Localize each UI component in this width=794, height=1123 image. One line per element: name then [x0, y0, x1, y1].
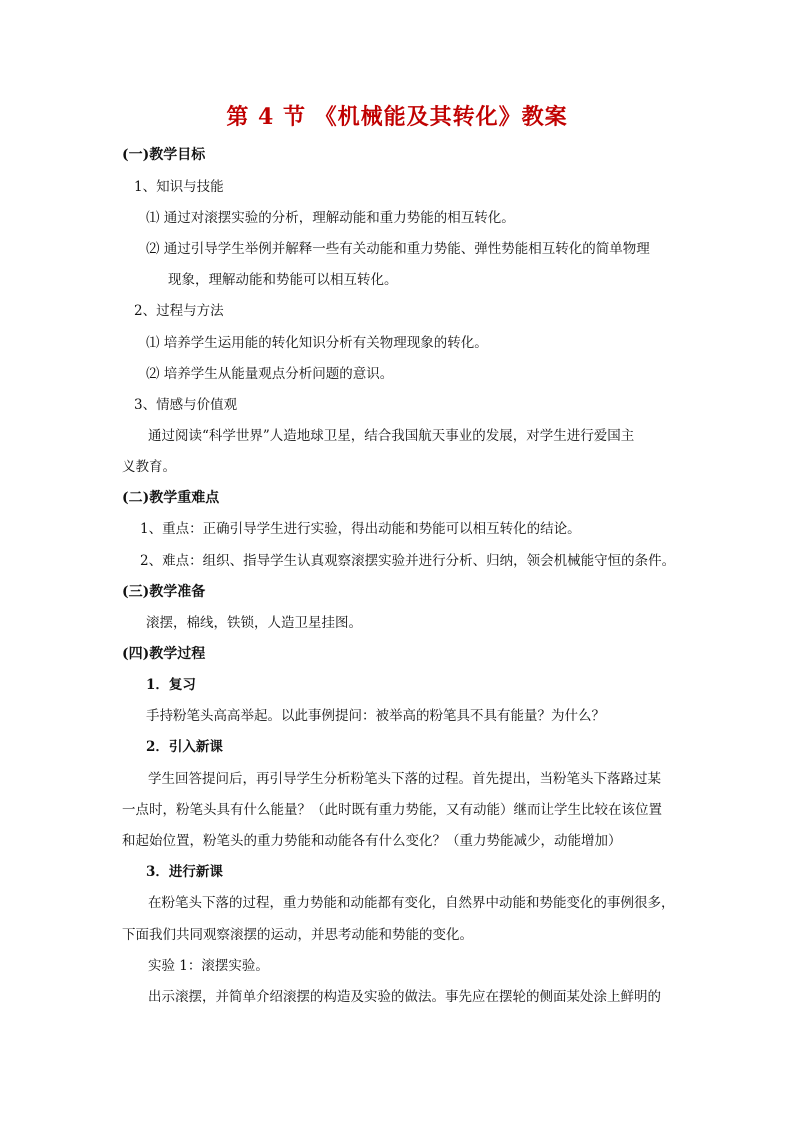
section-heading-goals: (一)教学目标	[122, 147, 206, 163]
paragraph-key-point-1: 1、重点：正确引导学生进行实验，得出动能和势能可以相互转化的结论。	[140, 521, 581, 537]
paragraph-preparation: 滚摆，棉线，铁锁，人造卫星挂图。	[146, 615, 362, 631]
paragraph-new-lesson-2: 下面我们共同观察滚摆的运动，并思考动能和势能的变化。	[122, 927, 473, 943]
subsection-review: 1．复习	[146, 677, 196, 693]
paragraph-review: 手持粉笔头高高举起。以此事例提问：被举高的粉笔具不具有能量？为什么？	[146, 708, 605, 724]
paragraph-knowledge-2: ⑵ 通过引导学生举例并解释一些有关动能和重力势能、弹性势能相互转化的简单物理	[146, 241, 650, 257]
subsection-new-lesson: 3．进行新课	[146, 864, 223, 880]
subsection-process: 2、过程与方法	[134, 303, 224, 319]
subsection-values: 3、情感与价值观	[134, 397, 238, 413]
paragraph-values-1: 通过阅读“科学世界”人造地球卫星，结合我国航天事业的发展，对学生进行爱国主	[148, 428, 635, 444]
paragraph-process-1: ⑴ 培养学生运用能的转化知识分析有关物理现象的转化。	[146, 335, 488, 351]
paragraph-intro-1: 学生回答提问后，再引导学生分析粉笔头下落的过程。首先提出，当粉笔头下落路过某	[148, 771, 661, 787]
section-heading-preparation: (三)教学准备	[122, 584, 206, 600]
paragraph-intro-2: 一点时，粉笔头具有什么能量？（此时既有重力势能，又有动能）继而让学生比较在该位置	[122, 802, 662, 818]
paragraph-process-2: ⑵ 培养学生从能量观点分析问题的意识。	[146, 366, 394, 382]
section-heading-key-points: (二)教学重难点	[122, 490, 220, 506]
paragraph-demo: 出示滚摆，并简单介绍滚摆的构造及实验的做法。事先应在摆轮的侧面某处涂上鲜明的	[148, 989, 661, 1005]
paragraph-key-point-2: 2、难点：组织、指导学生认真观察滚摆实验并进行分析、归纳，领会机械能守恒的条件。	[140, 553, 676, 569]
subsection-knowledge: 1、知识与技能	[134, 179, 224, 195]
section-heading-procedure: (四)教学过程	[122, 646, 206, 662]
paragraph-values-2: 义教育。	[122, 459, 176, 475]
paragraph-knowledge-2-cont: 现象，理解动能和势能可以相互转化。	[168, 272, 398, 288]
document-title: 第 4 节 《机械能及其转化》教案	[226, 104, 568, 130]
paragraph-new-lesson-1: 在粉笔头下落的过程，重力势能和动能都有变化，自然界中动能和势能变化的事例很多，	[148, 895, 675, 911]
paragraph-knowledge-1: ⑴ 通过对滚摆实验的分析，理解动能和重力势能的相互转化。	[146, 210, 515, 226]
subsection-intro: 2．引入新课	[146, 739, 223, 755]
paragraph-intro-3: 和起始位置，粉笔头的重力势能和动能各有什么变化？（重力势能减少，动能增加）	[122, 833, 622, 849]
paragraph-experiment: 实验 1：滚摆实验。	[148, 958, 269, 974]
